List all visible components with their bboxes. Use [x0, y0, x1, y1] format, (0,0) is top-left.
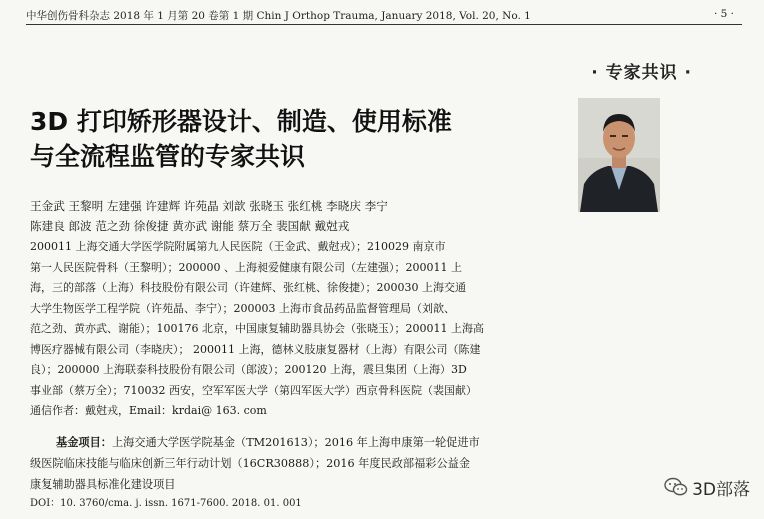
- journal-citation: 中华创伤骨科杂志 2018 年 1 月第 20 卷第 1 期 Chin J Orthop Trauma, January 2018, Vol. 20, No. 1: [26, 10, 531, 22]
- author-list: [30, 196, 550, 236]
- funding-line: [56, 432, 552, 453]
- section-tag: · 专家共识 ·: [591, 63, 692, 83]
- article-title: [30, 104, 550, 174]
- running-header: [26, 4, 734, 26]
- author-line: 王金武 王黎明 左建强 许建辉 许苑晶 刘歆 张晓玉 张红桃 李晓庆 李宁: [30, 199, 388, 213]
- affiliation-line: 大学生物医学工程学院（许苑晶、李宁）；200003 上海市食品药品监督管理局（刘歆、: [30, 301, 455, 315]
- funding-line: 康复辅助器具标准化建设项目: [30, 478, 176, 491]
- header-rule: [26, 24, 742, 25]
- author-photo: [578, 98, 660, 212]
- affiliation-line: 事业部（蔡万全）；710032 西安，空军军医大学（第四军医大学）西京骨科医院（裴国献）: [30, 383, 477, 397]
- doi: DOI：10. 3760/cma. j. issn. 1671-7600. 2018. 01. 001: [30, 498, 302, 509]
- author-portrait-image: [578, 98, 660, 212]
- affiliation-line: 范之劲、黄亦武、谢能）；100176 北京，中国康复辅助器具协会（张晓玉）；200011 上海高: [30, 322, 484, 335]
- affiliations: [30, 237, 552, 422]
- affiliation-line: 良）；200000 上海联泰科技股份有限公司（郎波）；200120 上海，震旦集团（上海）3D: [30, 363, 467, 376]
- funding-text: 上海交通大学医学院基金（TM201613）；2016 年上海申康第一轮促进市: [111, 436, 480, 449]
- affiliation-line: 200011 上海交通大学医学院附属第九人民医院（王金武、戴尅戎）；210029 南京市: [30, 240, 446, 253]
- author-line: 陈建良 郎波 范之劲 徐俊捷 黄亦武 谢能 蔡万全 裴国献 戴尅戎: [30, 219, 350, 233]
- title-line-1: 3D 打印矫形器设计、制造、使用标准: [30, 107, 452, 136]
- funding-label: 基金项目：: [56, 436, 112, 449]
- funding-line: 级医院临床技能与临床创新三年行动计划（16CR30888）；2016 年度民政部福彩公益金: [30, 457, 471, 470]
- title-line-2: 与全流程监管的专家共识: [30, 142, 306, 171]
- corresponding-author: 通信作者：戴尅戎，Email：krdai@ 163. com: [30, 404, 267, 417]
- wechat-icon: [664, 477, 688, 497]
- watermark: [664, 476, 750, 498]
- affiliation-line: 第一人民医院骨科（王黎明）；200000 、上海昶爱健康有限公司（左建强）；200011 上: [30, 260, 462, 274]
- affiliation-line: 博医疗器械有限公司（李晓庆）； 200011 上海，德林义肢康复器材（上海）有限公司（陈建: [30, 342, 481, 356]
- page-number: · 5 ·: [713, 8, 734, 20]
- watermark-text: 3D部落: [692, 479, 750, 500]
- affiliation-line: 海，三的部落（上海）科技股份有限公司（许建辉、张红桃、徐俊捷）；200030 上海交通: [30, 281, 466, 294]
- funding: [30, 432, 552, 495]
